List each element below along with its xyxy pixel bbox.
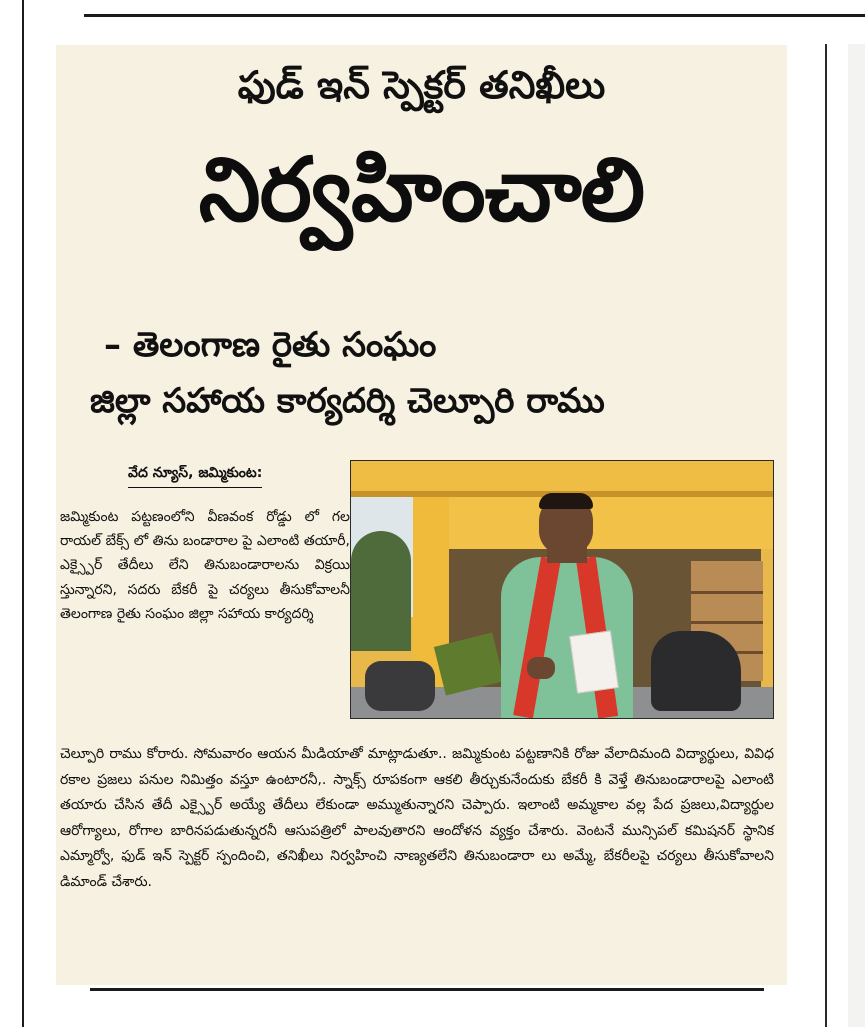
article-subhead-line2: జిల్లా సహాయ కార్యదర్శి చెల్పూరి రాము (90, 381, 605, 421)
article-subhead-line1: – తెలంగాణ రైతు సంఘం (104, 325, 437, 365)
article-kicker: ఫుడ్ ఇన్ స్పెక్టర్ తనిఖీలు (237, 63, 606, 107)
article-body-narrow: జమ్మికుంట పట్టణంలోని వీణవంక రోడ్డు లో గల రాయల్ బేక్స్ లో తిను బండారాల పై ఎలాంటి తయారీ, ఎక్స్పైర్ తేదీలు లేని తినుబండారాలను విక్రయి స్తున్నారని, సదరు బేకరీ పై చర్యలు తీసుకోవాలనీ తెలంగాణ రైతు సంఘం జిల్లా సహాయ కార్యదర్శి (60, 509, 350, 622)
photo-snack-packet (569, 630, 619, 693)
news-article (56, 45, 787, 985)
article-body-wide: చెల్పూరి రాము కోరారు. సోమవారం ఆయన మీడియాతో మాట్లాడుతూ.. జమ్మికుంట పట్టణానికి రోజు వేలాదిమంది విద్యార్థులు, వివిధ రకాల ప్రజలు పనుల నిమిత్తం వస్తూ ఉంటారనీ,. స్నాక్స్ రూపకంగా ఆకలి తీర్చుకునేందుకు బేకరీ కి వెళ్తే తినుబండారాలపై ఎలాంటి తయారు చేసిన తేదీ ఎక్స్పైర్ అయ్యే తేదీలు లేకుండా అమ్ముతున్నారని చెప్పారు. ఇలాంటి అమ్మకాల వల్ల పేద ప్రజలు,విద్యార్థుల ఆరోగ్యాలు, రోగాల బారినపడుతున్నరనీ ఆసుపత్రిలో పాలవుతారని ఆందోళన వ్యక్తం చేశారు. వెంటనే మున్సిపల్ కమిషనర్ స్థానిక ఎమ్మార్వో, ఫుడ్ ఇన్ స్పెక్టర్ స్పందించి, తనిఖీలు నిర్వహించి నాణ్యతలేని తినుబండారా లు అమ్మే, బేకరీలపై చర్యలు తీసుకోవాలని డిమాండ్ చేశారు. (60, 746, 774, 890)
photo-person-hand (527, 657, 555, 679)
photo-shelf-line (691, 621, 763, 624)
photo-background-bike (365, 661, 435, 711)
photo-wall (449, 497, 773, 549)
photo-roof (351, 461, 773, 493)
article-dateline: వేద న్యూస్, జమ్మికుంట: (128, 465, 262, 488)
page-left-rule (22, 0, 24, 1027)
photo-motorbike (651, 631, 741, 711)
bottom-rule (90, 988, 764, 991)
article-photo (350, 460, 774, 719)
top-rule (84, 14, 865, 17)
photo-tree (351, 531, 411, 651)
article-headline: నిర్వహించాలి (198, 137, 645, 241)
adjacent-column-strip (848, 44, 865, 1027)
column-divider-rule (825, 44, 827, 1027)
photo-shelf-line (691, 591, 763, 594)
photo-person-hair (539, 493, 593, 509)
